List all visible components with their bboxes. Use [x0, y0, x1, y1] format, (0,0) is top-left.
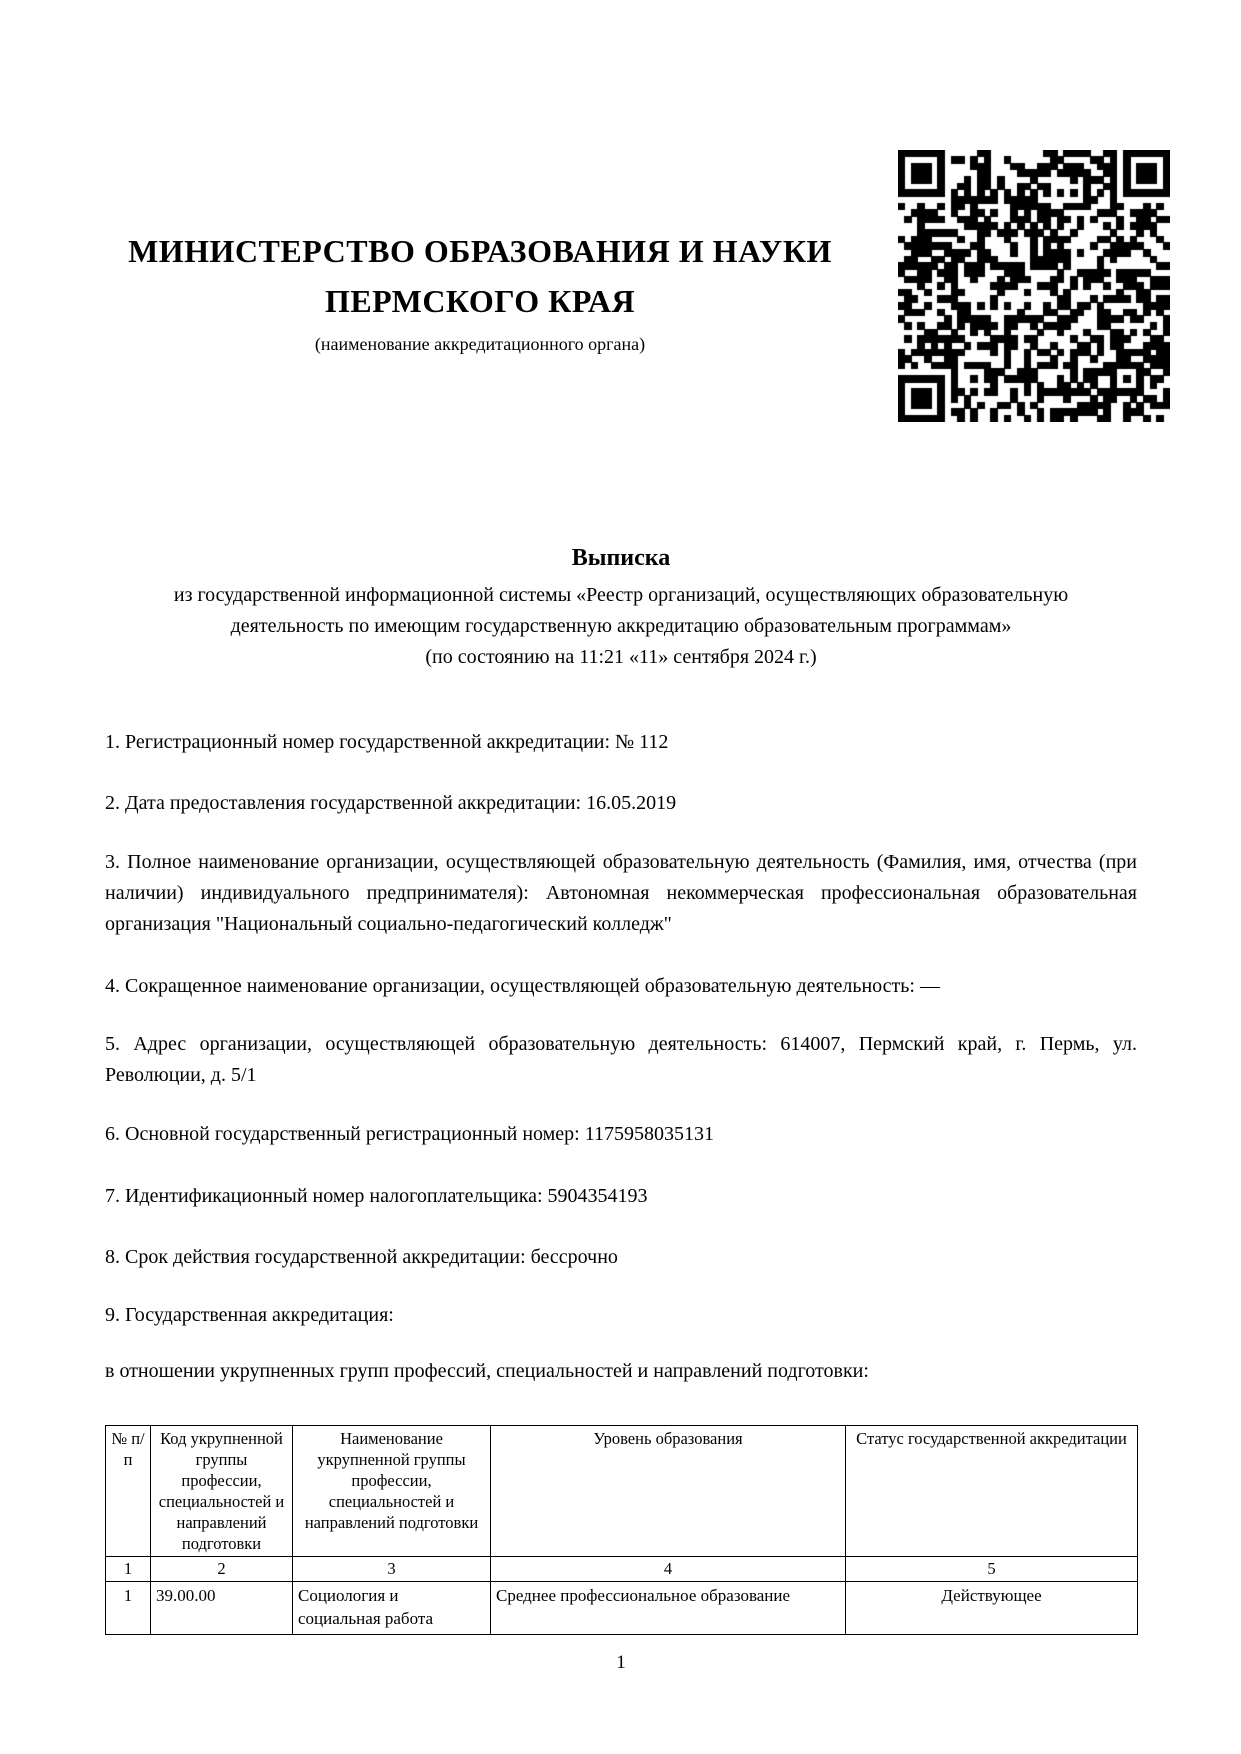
- column-header-edu-level: Уровень образования: [491, 1426, 846, 1557]
- accreditation-table: [105, 1425, 1138, 1635]
- cell-status: Действующее: [846, 1582, 1138, 1635]
- column-header-status: Статус государственной аккредитации: [846, 1426, 1138, 1557]
- document-subtitle-line3: (по состоянию на 11:21 «11» сентября 2024 г.): [425, 646, 817, 668]
- ministry-title-line2: ПЕРМСКОГО КРАЯ: [324, 283, 636, 319]
- table-column-number-row: [106, 1557, 1138, 1582]
- accreditation-org-caption: (наименование аккредитационного органа): [314, 334, 646, 354]
- paragraph-reg-number: 1. Регистрационный номер государственной аккредитации: № 112: [105, 731, 669, 753]
- paragraph-state-accreditation: 9. Государственная аккредитация:: [105, 1304, 394, 1326]
- paragraph-short-name: 4. Сокращенное наименование организации, осуществляющей образовательную деятельность: —: [105, 975, 940, 997]
- table-header-row: [106, 1426, 1138, 1557]
- paragraph-ogrn: 6. Основной государственный регистрационный номер: 1175958035131: [105, 1123, 714, 1145]
- column-header-number: № п/п: [106, 1426, 151, 1557]
- ministry-title-line1: МИНИСТЕРСТВО ОБРАЗОВАНИЯ И НАУКИ: [128, 233, 832, 269]
- qr-code-icon: [898, 150, 1170, 422]
- paragraph-inn: 7. Идентификационный номер налогоплательщика: 5904354193: [105, 1185, 648, 1207]
- cell-edu-level: Среднее профессиональное образование: [491, 1582, 846, 1635]
- paragraph-groups-intro: в отношении укрупненных групп профессий, специальностей и направлений подготовки:: [105, 1360, 869, 1382]
- paragraph-address: 5. Адрес организации, осуществляющей образовательную деятельность: 614007, Пермский край, г. Пермь, ул. Революции, д. 5/1: [105, 1033, 1137, 1086]
- document-subtitle: [85, 580, 1157, 673]
- paragraph-validity-term: 8. Срок действия государственной аккредитации: бессрочно: [105, 1246, 618, 1268]
- cell-group-code: 39.00.00: [151, 1582, 293, 1635]
- table-row: [106, 1582, 1138, 1635]
- column-header-group-name: Наименование укрупненной группы профессии, специальностей и направлений подготовки: [293, 1426, 491, 1557]
- document-title: Выписка: [571, 545, 671, 571]
- column-number-cell: 3: [293, 1557, 491, 1582]
- column-number-cell: 1: [106, 1557, 151, 1582]
- page-number: 1: [616, 1652, 626, 1673]
- document-subtitle-line1: из государственной информационной системы «Реестр организаций, осуществляющих образовательную: [173, 584, 1069, 606]
- ministry-header: [105, 226, 855, 356]
- cell-group-name: Социология и социальная работа: [293, 1582, 491, 1635]
- cell-row-number: 1: [106, 1582, 151, 1635]
- paragraph-accreditation-date: 2. Дата предоставления государственной аккредитации: 16.05.2019: [105, 792, 677, 814]
- column-number-cell: 4: [491, 1557, 846, 1582]
- document-subtitle-line2: деятельность по имеющим государственную аккредитацию образовательным программам»: [230, 615, 1012, 637]
- paragraph-full-name: 3. Полное наименование организации, осуществляющей образовательную деятельность (Фамилия, имя, отчества (при наличии) индивидуального предпринимателя): Автономная некоммерческая профессиональная образовательная организация "Национальный социально-педагогический колледж": [105, 851, 1137, 935]
- column-number-cell: 5: [846, 1557, 1138, 1582]
- column-number-cell: 2: [151, 1557, 293, 1582]
- column-header-group-code: Код укрупненной группы профессии, специальностей и направлений подготовки: [151, 1426, 293, 1557]
